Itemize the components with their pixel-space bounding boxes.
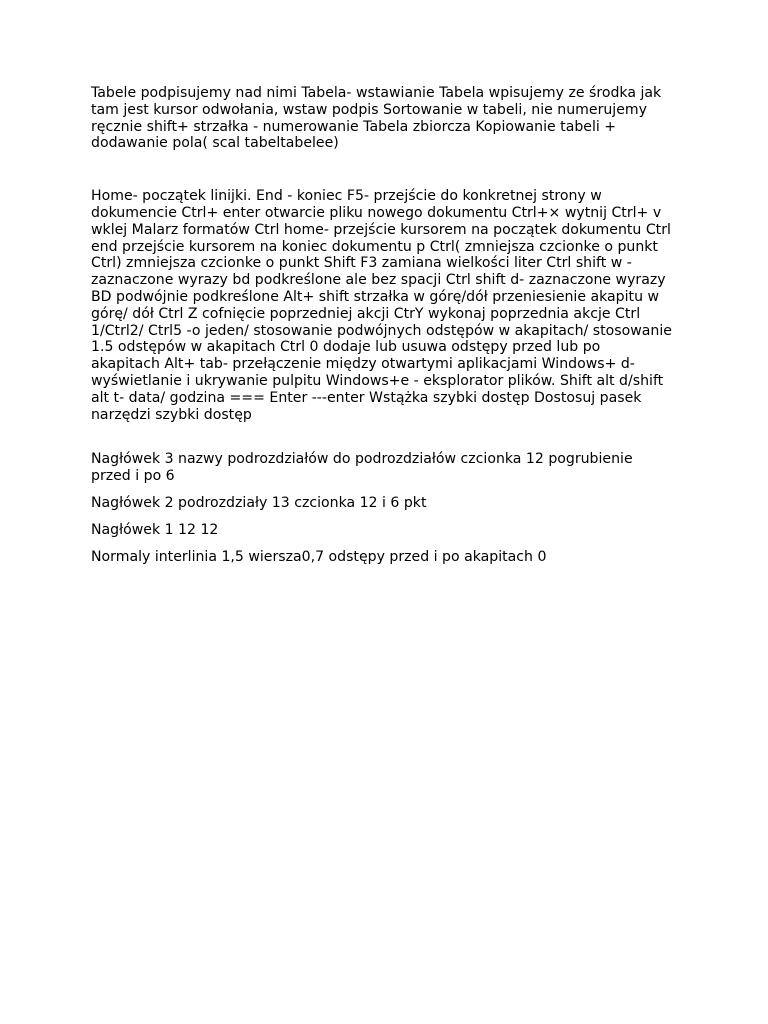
paragraph-heading-3: Nagłówek 3 nazwy podrozdziałów do podrozdziałów czcionka 12 pogrubienie przed i po 6 bbox=[91, 451, 633, 485]
paragraph-shortcuts: Home- początek linijki. End - koniec F5- przejście do konkretnej strony w dokumencie Ctrl+ enter otwarcie pliku nowego dokumentu Ctrl+× wytnij Ctrl+ v wklej Malarz formatów Ctrl home- przejście kursorem na początek dokumentu Ctrl end przejście kursorem na koniec dokumentu p Ctrl( zmniejsza czcionke o punkt Ctrl) zmniejsza czcionke o punkt Shift F3 zamiana wielkości liter Ctrl shift w - zaznaczone wyrazy bd podkreślone ale bez spacji Ctrl shift d- zaznaczone wyrazy BD podwójnie podkreślone Alt+ shift strzałka w górę/dół przeniesienie akapitu w górę/ dół Ctrl Z cofnięcie poprzedniej akcji CtrY wykonaj poprzednia akcje Ctrl 1/Ctrl2/ Ctrl5 -o jeden/ stosowanie podwójnych odstępów w akapitach/ stosowanie 1.5 odstępów w akapitach Ctrl 0 dodaje lub usuwa odstępy przed lub po akapitach Alt+ tab- przełączenie między otwartymi aplikacjami Windows+ d- wyświetlanie i ukrywanie pulpitu Windows+e - eksplorator plików. Shift alt d/shift alt t- data/ godzina === Enter ---enter Wstążka szybki dostęp Dostosuj pasek narzędzi szybki dostęp bbox=[91, 188, 672, 423]
paragraph-tables: Tabele podpisujemy nad nimi Tabela- wstawianie Tabela wpisujemy ze środka jak tam jest kursor odwołania, wstaw podpis Sortowanie w tabeli, nie numerujemy ręcznie shift+ strzałka - numerowanie Tabela zbiorcza Kopiowanie tabeli + dodawanie pola( scal tabeltabelee) bbox=[91, 85, 662, 152]
paragraph-heading-2: Nagłówek 2 podrozdziały 13 czcionka 12 i 6 pkt bbox=[91, 494, 427, 511]
paragraph-normal-style: Normaly interlinia 1,5 wiersza0,7 odstępy przed i po akapitach 0 bbox=[91, 548, 547, 565]
document-body bbox=[91, 85, 683, 565]
paragraph-heading-1: Nagłówek 1 12 12 bbox=[91, 521, 219, 538]
